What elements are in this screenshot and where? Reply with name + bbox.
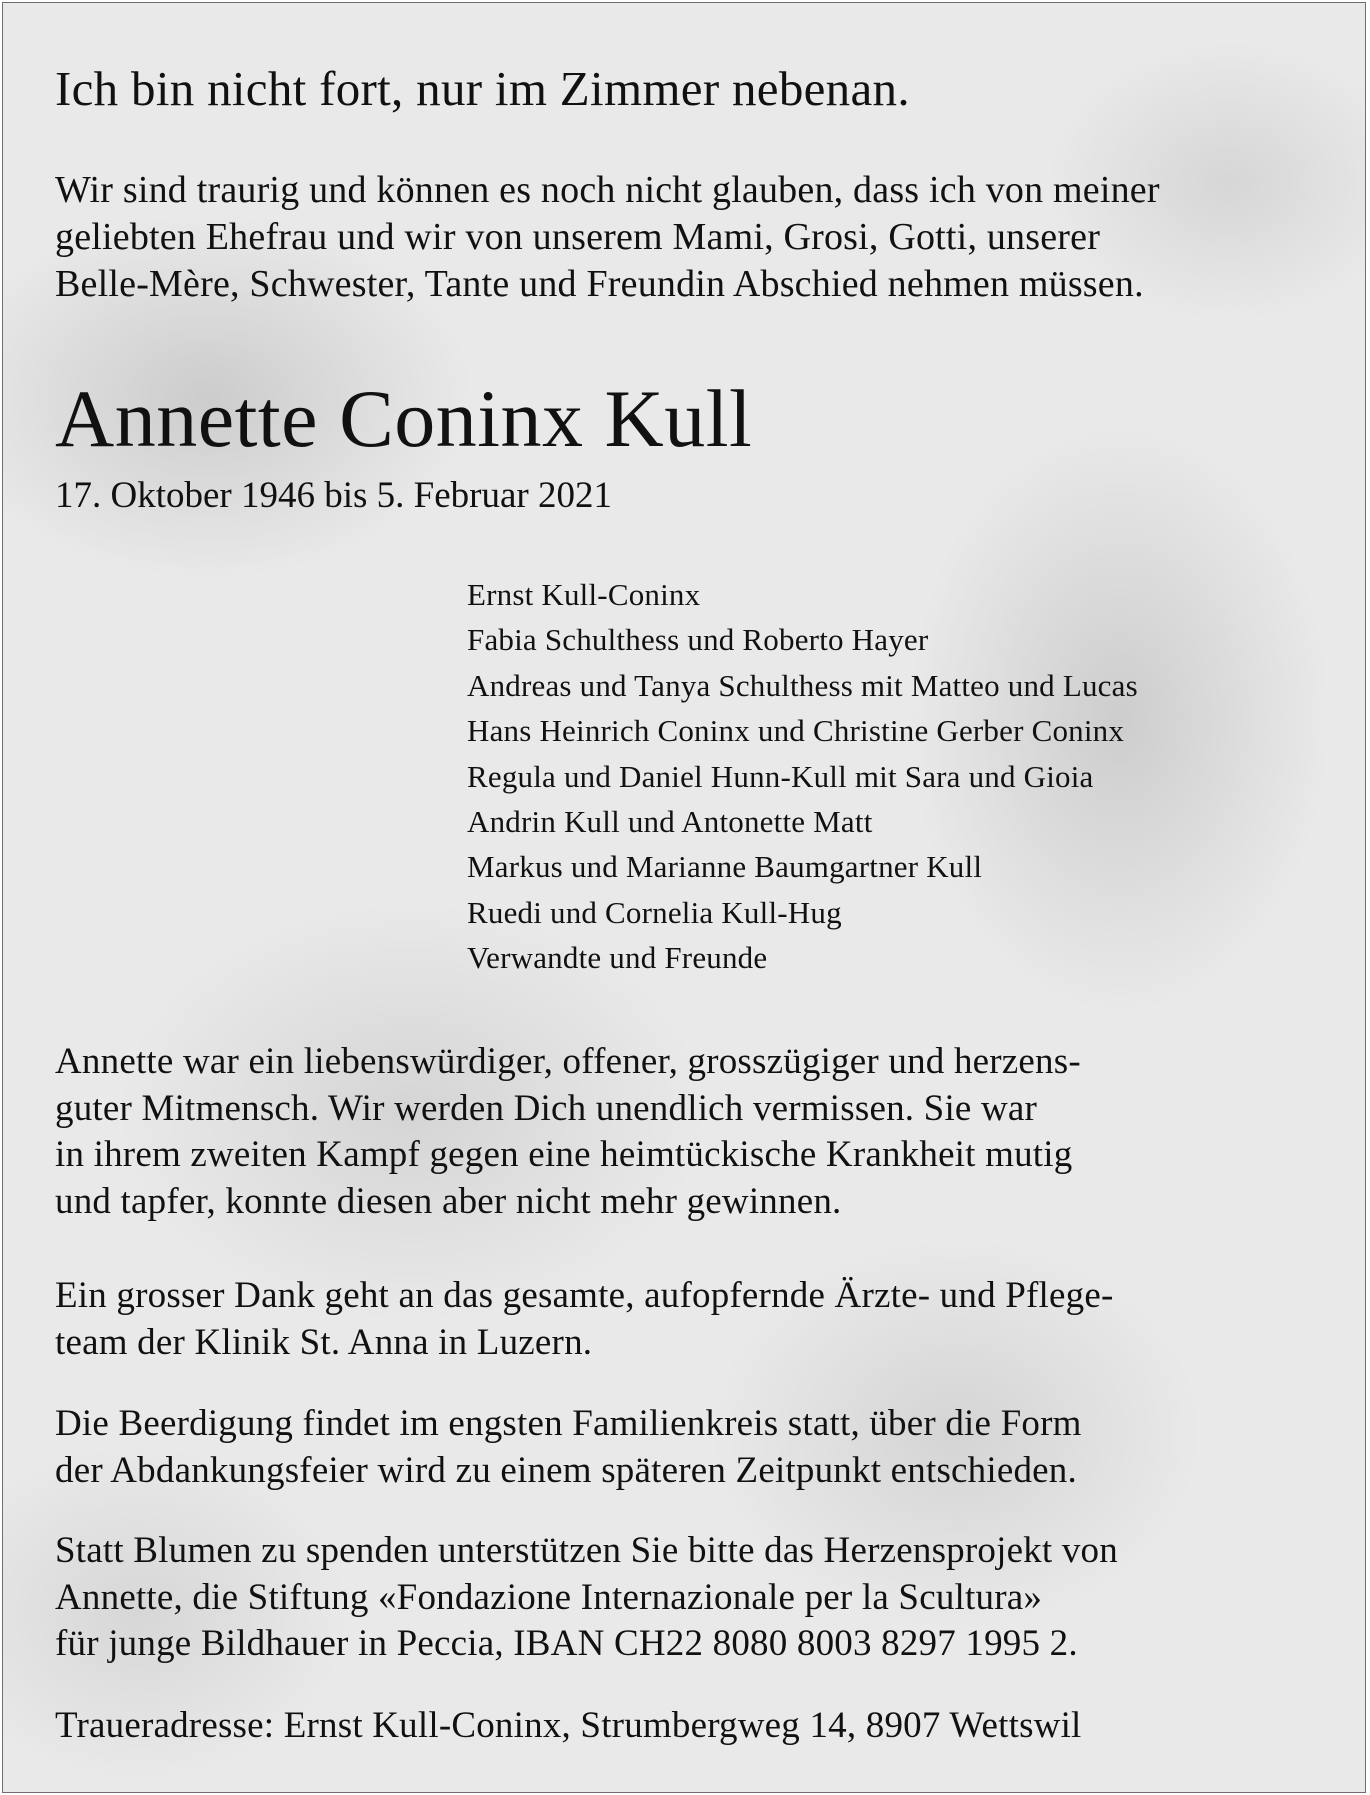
mourner-entry: Markus und Marianne Baumgartner Kull bbox=[467, 849, 983, 885]
tribute-line: Annette war ein liebenswürdiger, offener, grosszügiger und herzens- bbox=[55, 1041, 1081, 1082]
mourners-list bbox=[467, 572, 1138, 981]
mourner-entry: Hans Heinrich Coninx und Christine Gerber Coninx bbox=[467, 713, 1125, 749]
obituary-notice bbox=[2, 2, 1366, 1793]
thanks-line: team der Klinik St. Anna in Luzern. bbox=[55, 1321, 593, 1363]
funeral-line: der Abdankungsfeier wird zu einem späteren Zeitpunkt entschieden. bbox=[55, 1449, 1077, 1491]
donation-line: für junge Bildhauer in Peccia, IBAN CH22 8080 8003 8297 1995 2. bbox=[55, 1623, 1078, 1664]
tribute-paragraph bbox=[55, 1039, 1081, 1225]
donation-line: Statt Blumen zu spenden unterstützen Sie bitte das Herzensprojekt von bbox=[55, 1530, 1118, 1571]
mourner-entry: Andreas und Tanya Schulthess mit Matteo und Lucas bbox=[467, 667, 1138, 703]
mourning-address: Traueradresse: Ernst Kull-Coninx, Strumbergweg 14, 8907 Wettswil bbox=[55, 1705, 1082, 1746]
mourner-entry: Verwandte und Freunde bbox=[467, 940, 768, 976]
intro-line: geliebten Ehefrau und wir von unserem Mami, Grosi, Gotti, unserer bbox=[55, 216, 1101, 258]
donation-paragraph bbox=[55, 1528, 1118, 1668]
life-dates: 17. Oktober 1946 bis 5. Februar 2021 bbox=[55, 475, 612, 516]
tribute-line: in ihrem zweiten Kampf gegen eine heimtückische Krankheit mutig bbox=[55, 1134, 1073, 1175]
intro-line: Belle-Mère, Schwester, Tante und Freundin Abschied nehmen müssen. bbox=[55, 263, 1144, 305]
mourner-entry: Fabia Schulthess und Roberto Hayer bbox=[467, 622, 929, 658]
intro-paragraph bbox=[55, 167, 1160, 308]
mourner-entry: Andrin Kull und Antonette Matt bbox=[467, 804, 873, 840]
mourner-entry: Ernst Kull-Coninx bbox=[467, 577, 701, 612]
thanks-paragraph bbox=[55, 1273, 1113, 1366]
funeral-paragraph bbox=[55, 1401, 1082, 1494]
intro-line: Wir sind traurig und können es noch nicht glauben, dass ich von meiner bbox=[55, 169, 1160, 211]
funeral-line: Die Beerdigung findet im engsten Familienkreis statt, über die Form bbox=[55, 1403, 1082, 1444]
deceased-name: Annette Coninx Kull bbox=[55, 373, 753, 464]
mourner-entry: Ruedi und Cornelia Kull-Hug bbox=[467, 894, 842, 930]
tribute-line: und tapfer, konnte diesen aber nicht mehr gewinnen. bbox=[55, 1180, 842, 1222]
donation-line: Annette, die Stiftung «Fondazione Internazionale per la Scultura» bbox=[55, 1576, 1043, 1618]
motto-heading: Ich bin nicht fort, nur im Zimmer nebenan. bbox=[55, 61, 910, 116]
thanks-line: Ein grosser Dank geht an das gesamte, aufopfernde Ärzte- und Pflege- bbox=[55, 1275, 1114, 1316]
tribute-line: guter Mitmensch. Wir werden Dich unendlich vermissen. Sie war bbox=[55, 1087, 1038, 1129]
mourner-entry: Regula und Daniel Hunn-Kull mit Sara und Gioia bbox=[467, 758, 1094, 794]
